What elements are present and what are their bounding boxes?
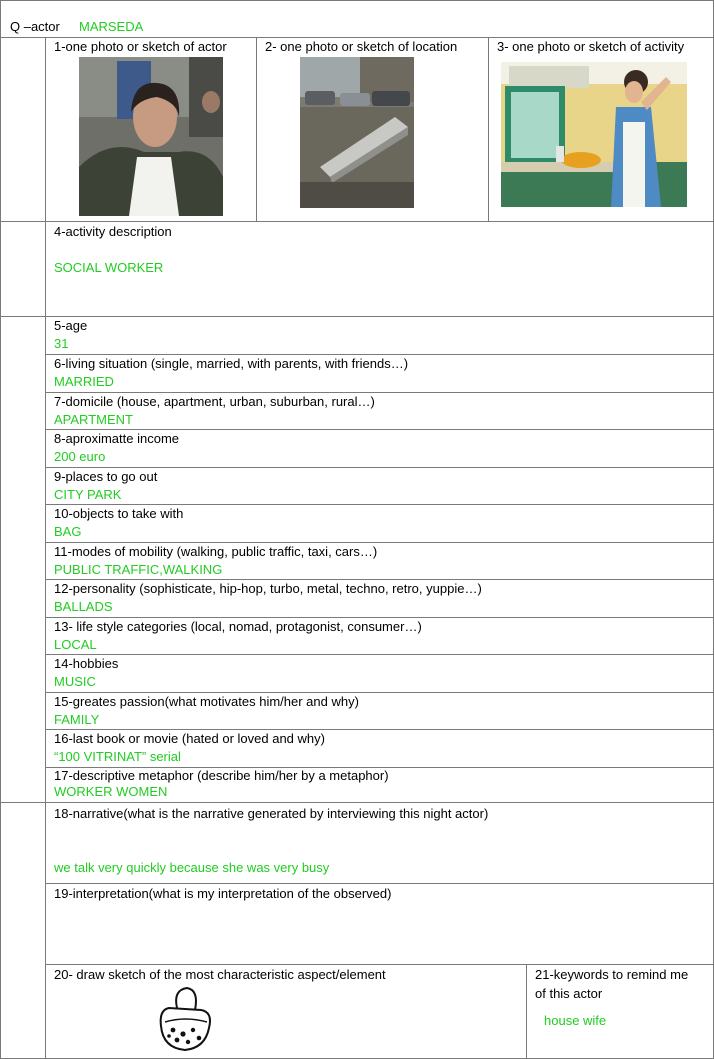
field-living-situation-value: MARRIED xyxy=(54,374,114,389)
field-lifestyle-value: LOCAL xyxy=(54,637,97,652)
section-divider xyxy=(0,316,714,317)
section-divider xyxy=(0,802,714,803)
field-book-movie-value: “100 VITRINAT” serial xyxy=(54,749,181,764)
field-objects-value: BAG xyxy=(54,524,82,539)
field-passion-value: FAMILY xyxy=(54,712,100,727)
row-divider xyxy=(45,964,714,965)
left-column-divider xyxy=(45,37,46,1059)
activity-description-value: SOCIAL WORKER xyxy=(54,260,164,275)
actor-photo xyxy=(79,57,223,216)
narrative-label: 18-narrative(what is the narrative generated by interviewing this night actor) xyxy=(54,806,489,821)
activity-photo-label: 3- one photo or sketch of activity xyxy=(497,39,685,54)
row-divider xyxy=(45,692,714,693)
location-photo xyxy=(300,57,414,208)
keywords-label-line1: 21-keywords to remind me xyxy=(535,967,689,982)
table-border-left xyxy=(0,0,1,1059)
field-personality-label: 12-personality (sophisticate, hip-hop, turbo, metal, techno, retro, yuppie…) xyxy=(54,581,482,596)
actor-photo-label: 1-one photo or sketch of actor xyxy=(54,39,227,54)
field-book-movie-label: 16-last book or movie (hated or loved and why) xyxy=(54,731,325,746)
row-divider xyxy=(45,729,714,730)
keywords-value: house wife xyxy=(544,1013,607,1028)
sketch-label: 20- draw sketch of the most characteristic aspect/element xyxy=(54,967,386,982)
field-places-label: 9-places to go out xyxy=(54,469,158,484)
photo-column-divider xyxy=(488,37,489,222)
section-divider xyxy=(0,221,714,222)
field-income-value: 200 euro xyxy=(54,449,106,464)
field-hobbies-label: 14-hobbies xyxy=(54,656,119,671)
field-hobbies-value: MUSIC xyxy=(54,674,96,689)
row-divider xyxy=(45,429,714,430)
row-divider xyxy=(45,467,714,468)
keywords-label-line2: of this actor xyxy=(535,986,603,1001)
row-divider xyxy=(45,504,714,505)
field-age-label: 5-age xyxy=(54,318,88,333)
field-personality-value: BALLADS xyxy=(54,599,113,614)
field-places-value: CITY PARK xyxy=(54,487,122,502)
row-divider xyxy=(45,883,714,884)
table-border-top xyxy=(0,0,714,1)
row-divider xyxy=(45,392,714,393)
field-metaphor-value: WORKER WOMEN xyxy=(54,784,168,799)
row-divider xyxy=(45,354,714,355)
field-mobility-label: 11-modes of mobility (walking, public traffic, taxi, cars…) xyxy=(54,544,378,559)
activity-description-label: 4-activity description xyxy=(54,224,172,239)
row-divider xyxy=(45,617,714,618)
header-label: Q –actor xyxy=(10,19,60,34)
field-living-situation-label: 6-living situation (single, married, with parents, with friends…) xyxy=(54,356,409,371)
field-domicile-label: 7-domicile (house, apartment, urban, suburban, rural…) xyxy=(54,394,375,409)
interpretation-label: 19-interpretation(what is my interpretation of the observed) xyxy=(54,886,392,901)
field-lifestyle-label: 13- life style categories (local, nomad, protagonist, consumer…) xyxy=(54,619,422,634)
photo-column-divider xyxy=(256,37,257,222)
field-age-value: 31 xyxy=(54,336,69,351)
actor-name: MARSEDA xyxy=(79,19,144,34)
keywords-column-divider xyxy=(526,964,527,1059)
row-divider xyxy=(45,654,714,655)
field-domicile-value: APARTMENT xyxy=(54,412,133,427)
location-photo-label: 2- one photo or sketch of location xyxy=(265,39,458,54)
activity-photo xyxy=(501,62,687,207)
field-objects-label: 10-objects to take with xyxy=(54,506,184,521)
field-income-label: 8-aproximatte income xyxy=(54,431,179,446)
field-mobility-value: PUBLIC TRAFFIC,WALKING xyxy=(54,562,223,577)
row-divider xyxy=(45,579,714,580)
field-metaphor-label: 17-descriptive metaphor (describe him/her by a metaphor) xyxy=(54,768,389,783)
narrative-value: we talk very quickly because she was very busy xyxy=(54,860,330,875)
section-divider xyxy=(0,37,714,38)
bag-sketch xyxy=(155,986,215,1054)
field-passion-label: 15-greates passion(what motivates him/her and why) xyxy=(54,694,359,709)
row-divider xyxy=(45,542,714,543)
